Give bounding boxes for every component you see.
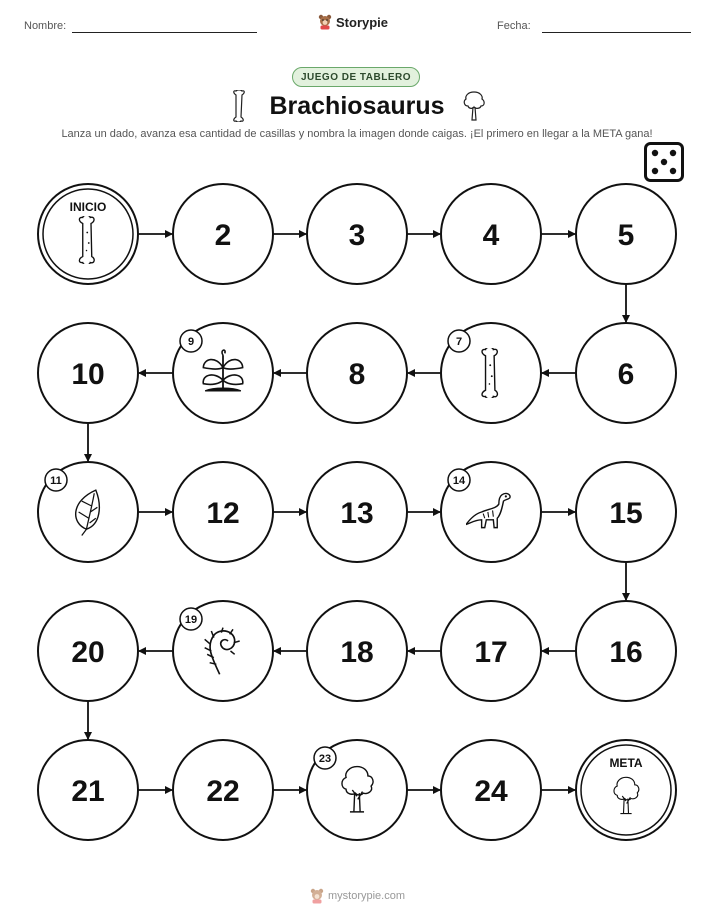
- cell-number: 2: [214, 219, 232, 252]
- cell-number: 22: [206, 775, 240, 808]
- board-cell: [307, 740, 407, 840]
- brand-name: Storypie: [336, 14, 389, 30]
- board-cell: [576, 184, 676, 284]
- board-cell: [38, 323, 138, 423]
- cell-number: 10: [71, 358, 105, 391]
- board-cell: [38, 601, 138, 701]
- cell-number: 7: [455, 336, 463, 348]
- footer-url: mystorypie.com: [328, 890, 406, 902]
- board-cell: [441, 740, 541, 840]
- finish-label: META: [609, 756, 643, 770]
- cell-number: 23: [318, 753, 332, 765]
- start-label: INICIO: [69, 200, 107, 214]
- cell-number: 18: [340, 636, 374, 669]
- board-cell: [173, 462, 273, 562]
- cell-number: 8: [348, 358, 366, 391]
- board-cell: [173, 740, 273, 840]
- cell-number: 12: [206, 497, 240, 530]
- board-cell: [307, 462, 407, 562]
- game-type-badge: JUEGO DE TABLERO: [292, 67, 420, 87]
- board-cell: [576, 740, 676, 840]
- board-cell: [576, 462, 676, 562]
- cell-number: 15: [609, 497, 643, 530]
- board-cell: [307, 184, 407, 284]
- bear-mascot-icon: [310, 888, 324, 904]
- board-cell: [173, 184, 273, 284]
- name-label: Nombre:: [24, 20, 67, 32]
- board-cell: [173, 601, 273, 701]
- page-title: Brachiosaurus: [269, 92, 445, 120]
- cell-number: 17: [474, 636, 508, 669]
- instructions: Lanza un dado, avanza esa cantidad de casillas y nombra la imagen donde caigas. ¡El primero en llegar a la META gana!: [61, 128, 653, 140]
- footer: [310, 888, 405, 904]
- cell-number: 6: [617, 358, 635, 391]
- cell-number: 11: [50, 475, 62, 487]
- board-cell: [576, 323, 676, 423]
- cell-circle: [576, 740, 676, 840]
- cell-circle: [38, 184, 138, 284]
- cell-number: 4: [482, 219, 500, 252]
- board-cell: [441, 184, 541, 284]
- board-cells: [38, 184, 676, 840]
- board-cell: [441, 462, 541, 562]
- board-cell: [441, 323, 541, 423]
- date-label: Fecha:: [497, 20, 531, 32]
- cell-number: 13: [340, 497, 374, 530]
- cell-number: 14: [452, 475, 466, 487]
- board-cell: [307, 323, 407, 423]
- cell-number: 24: [474, 775, 508, 808]
- cell-number: 19: [184, 614, 198, 626]
- cell-number: 3: [348, 219, 366, 252]
- cell-number: 5: [617, 219, 635, 252]
- board-cell: [173, 323, 273, 423]
- board-cell: [38, 462, 138, 562]
- cell-number: 16: [609, 636, 643, 669]
- board-cell: [576, 601, 676, 701]
- cell-number: 9: [187, 336, 195, 348]
- cell-number: 20: [71, 636, 105, 669]
- board-cell: [38, 740, 138, 840]
- board-cell: [38, 184, 138, 284]
- cell-number: 21: [71, 775, 105, 808]
- board-cell: [441, 601, 541, 701]
- board-cell: [307, 601, 407, 701]
